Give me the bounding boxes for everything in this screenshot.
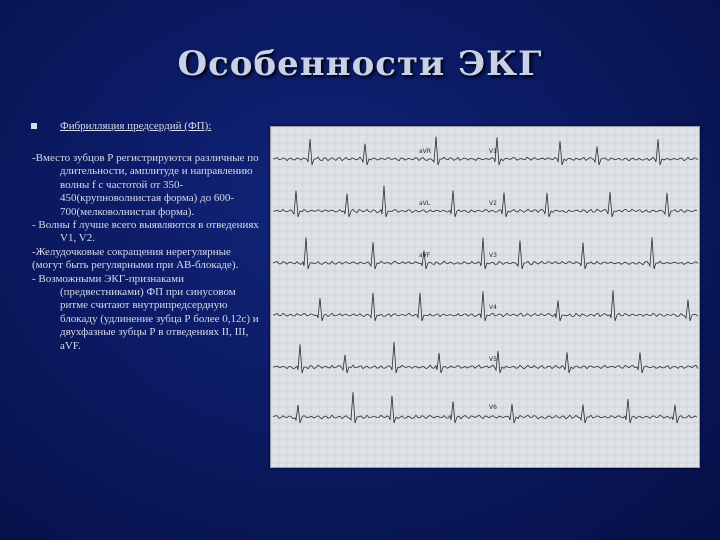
ecg-lead-label: V3 [489,252,497,259]
ecg-lead-label: V2 [489,200,497,207]
ecg-lead-label: V1 [489,148,497,155]
ecg-image [270,126,700,468]
body-text [32,152,264,353]
ecg-tracing [271,127,699,467]
square-bullet-icon [31,123,37,129]
paragraph-precursors: - Возможными ЭКГ-признаками (предвестниками) ФП при синусовом ритме считают внутрипредсердную блокаду (удлинение зубца Р более 0,12с) и двухфазные зубцы Р в отведениях II, III, aVF. [32,272,259,352]
slide-title: Особенности ЭКГ [177,44,543,84]
paragraph-leads: - Волны f лучше всего выявляются в отведениях V1, V2. [32,219,259,245]
ecg-lead-label: aVF [419,252,431,259]
bullet-heading[interactable]: Фибрилляция предсердий (ФП): [60,120,212,132]
ecg-lead-label: aVL [419,200,431,207]
ecg-lead-label: V6 [489,404,497,411]
paragraph-av-block: (могут быть регулярными при АВ-блокаде). [32,259,239,272]
ecg-lead-label: aVR [419,148,431,155]
ecg-lead-label: V4 [489,304,497,311]
ecg-lead-label: V5 [489,356,497,363]
paragraph-f-waves: -Вместо зубцов Р регистрируются различные по длительности, амплитуде и направлению волны f с частотой от 350-450(крупноволнистая форма) до 600-700(мелковолнистая форма). [32,152,259,218]
paragraph-ventricular: -Желудочковые сокращения нерегулярные [32,245,231,258]
